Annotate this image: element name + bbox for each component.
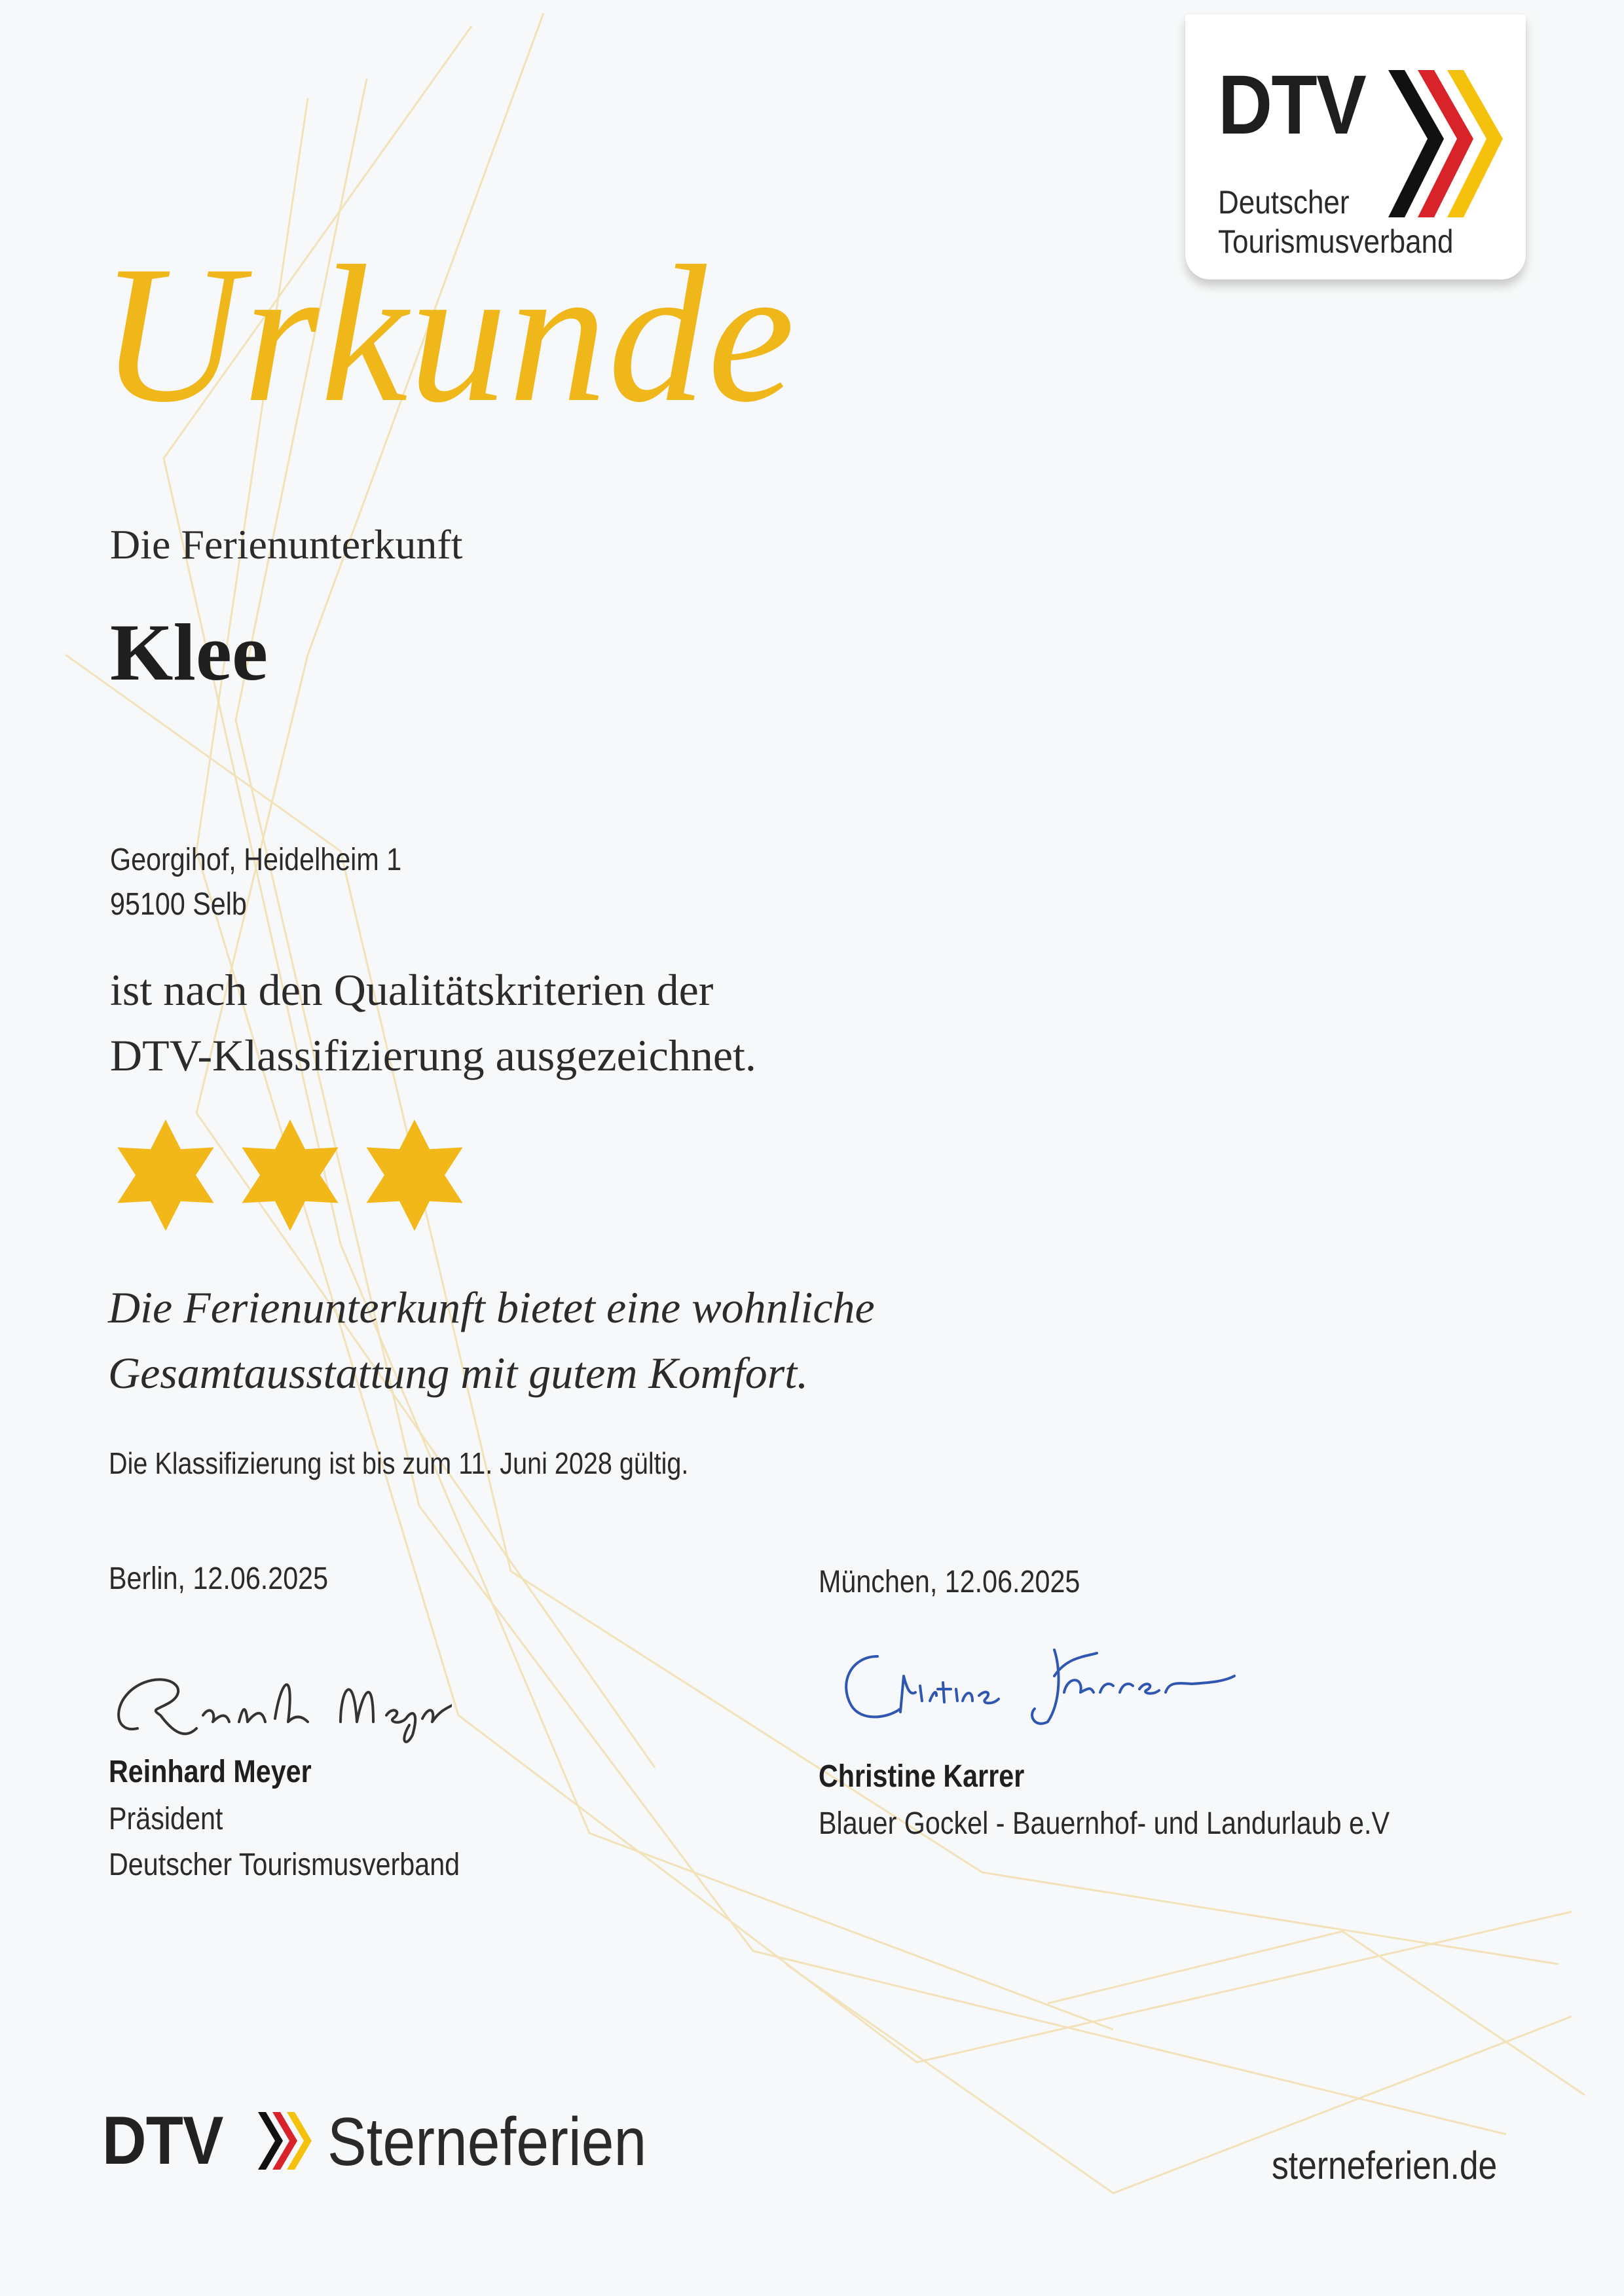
star-icon: [117, 1120, 213, 1231]
description-line-1: Die Ferienunterkunft bietet eine wohnliche: [108, 1283, 875, 1332]
footer-chevron-icon: [255, 2107, 316, 2175]
signer-role-left-1: Präsident: [109, 1802, 223, 1836]
criteria-line-2: DTV-Klassifizierung ausgezeichnet.: [110, 1030, 756, 1080]
signature-christine-karrer: [838, 1630, 1244, 1735]
subtitle: Die Ferienunterkunft: [110, 521, 463, 568]
logo-line-2: Tourismusverband: [1218, 223, 1454, 260]
signer-name-right: Christine Karrer: [819, 1759, 1025, 1794]
star-icon: [366, 1120, 462, 1231]
star-rating: [110, 1116, 477, 1234]
certificate-title: Urkunde: [100, 225, 796, 443]
place-date-right: München, 12.06.2025: [819, 1565, 1080, 1599]
validity-note: Die Klassifizierung ist bis zum 11. Juni 2028 gültig.: [109, 1446, 689, 1480]
place-date-left: Berlin, 12.06.2025: [109, 1561, 329, 1596]
signer-name-left: Reinhard Meyer: [109, 1755, 312, 1789]
star-icon: [242, 1120, 338, 1231]
signer-role-right-1: Blauer Gockel - Bauernhof- und Landurlaub e.V: [819, 1806, 1390, 1841]
description-line-2: Gesamtausstattung mit gutem Komfort.: [108, 1348, 809, 1398]
footer-brand: Sterneferien: [327, 2104, 647, 2180]
signer-role-left-2: Deutscher Tourismusverband: [109, 1848, 460, 1882]
signature-reinhard-meyer: [98, 1650, 452, 1755]
footer-acronym: DTV: [102, 2103, 223, 2179]
chevron-logo-icon: [1382, 67, 1506, 224]
address-line-2: 95100 Selb: [110, 887, 247, 922]
logo-acronym: DTV: [1218, 58, 1365, 152]
criteria-line-1: ist nach den Qualitätskriterien der: [110, 965, 714, 1015]
dtv-logo-card: [1185, 14, 1526, 280]
logo-line-1: Deutscher: [1218, 184, 1350, 221]
address-line-1: Georgihof, Heidelheim 1: [110, 843, 402, 877]
property-name: Klee: [110, 608, 268, 697]
footer-url: sterneferien.de: [1272, 2143, 1498, 2187]
